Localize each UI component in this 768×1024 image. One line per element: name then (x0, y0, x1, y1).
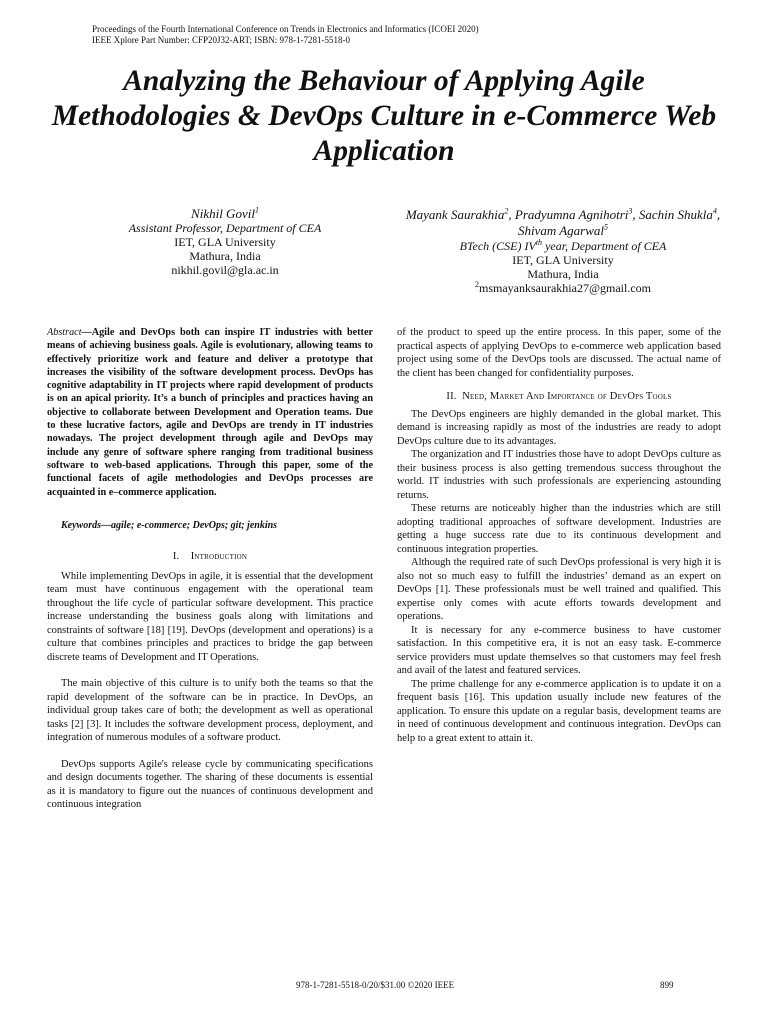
author-names (396, 207, 730, 239)
author-block-right (396, 207, 730, 295)
section-title: Need, Market And Importance of DevOps Tools (462, 391, 672, 402)
paragraph: These returns are noticeably higher than the industries which are still adopting traditional approaches of software development. Industries are getting a huge success rate due to its continuous development and continuous integration properties. (397, 503, 721, 555)
abstract-label: Abstract (47, 327, 82, 338)
author-sup: 4 (712, 206, 717, 216)
section-heading (47, 550, 373, 564)
author-city: Mathura, India (189, 249, 261, 263)
author-city: Mathura, India (527, 267, 599, 281)
section-number: I. (172, 551, 180, 563)
author-name-text: , Pradyumna Agnihotri (508, 207, 629, 222)
page-number: 899 (660, 980, 674, 990)
author-name-text: Mayank Saurakhia (405, 207, 505, 222)
email-sup: 2 (474, 280, 479, 289)
paragraph: The organization and IT industries those have to adopt DevOps culture as their business process is also getting tremendous success throughout the world. IT industries with such professionals are experiencing astounding returns. (397, 449, 721, 501)
isbn-line: IEEE Xplore Part Number: CFP20J32-ART; ISBN: 978-1-7281-5518-0 (92, 35, 350, 45)
author-role (396, 239, 730, 253)
section-title: Introduction (190, 551, 248, 563)
paper-title: Analyzing the Behaviour of Applying Agile Methodologies & DevOps Culture in e-Commerce Web Application (51, 65, 717, 167)
author-name (60, 207, 390, 221)
keywords: Keywords—agile; e-commerce; DevOps; git; jenkins (61, 519, 278, 531)
paragraph: The main objective of this culture is to unify both the teams so that the rapid development of the software can be in practice. In DevOps, an individual group takes care of both; the development as well as operational tasks [2] [3]. It includes the software development process, deployment, and integration of numerous modules of a software product. (47, 678, 373, 744)
left-column (47, 326, 373, 812)
role-sup: th (535, 238, 543, 247)
author-sup: 5 (604, 222, 609, 232)
paragraph: DevOps supports Agile's release cycle by communicating specifications and design documents together. The sharing of these documents is essential as it is mandatory to figure out the nuances of continuous development and continuous integration (47, 758, 373, 811)
abstract (47, 326, 373, 499)
author-sup: 2 (504, 206, 509, 216)
author-email (396, 281, 730, 295)
paragraph: of the product to speed up the entire process. In this paper, some of the practical aspects of applying DevOps to e-commerce web application based project using some of the DevOps tools are discussed. The actual name of the client has been changed for confidentiality purposes. (397, 327, 721, 379)
author-name-text: , Sachin Shukla (632, 207, 713, 222)
author-name-text: Nikhil Govil (191, 206, 255, 221)
role-text: year, Department of CEA (542, 239, 667, 253)
author-sup: 3 (628, 206, 633, 216)
role-text: BTech (CSE) IV (459, 239, 536, 253)
paragraph: It is necessary for any e-commerce business to have customer satisfaction. In this competitive era, it is not an easy task. E-commerce service providers must update themselves so that customers may feel fresh and avail of the latest and featured services. (397, 624, 721, 676)
paragraph: The DevOps engineers are highly demanded in the global market. This demand is increasing rapidly as most of the industries are ready to adopt DevOps culture due to its advantages. (397, 408, 721, 447)
right-column (397, 326, 721, 745)
section-number: II. (446, 391, 457, 402)
author-name-text: , Shivam Agarwal (517, 207, 721, 238)
section-heading (397, 390, 721, 404)
author-sup: 1 (254, 205, 259, 215)
paragraph: Although the required rate of such DevOps professional is very high it is also not so much easy to fulfill the industries’ demand as an expert on DevOps [1]. These professionals must be well trained and qualified. This expertise only comes with acute efforts towards development and operations. (397, 557, 721, 622)
author-institute: IET, GLA University (174, 235, 276, 249)
paragraph: While implementing DevOps in agile, it is essential that the development team must have continuous engagement with the operational team throughout the life cycle of particular software development. This practice increase understanding the business goals along with limitations and constraints of software [18] [19]. DevOps (development and operations) is a culture that combines principles and practices to bridge the gap between discrete teams of Development and IT Operations. (47, 570, 373, 663)
author-role: Assistant Professor, Department of CEA (128, 221, 322, 235)
footer-copyright: 978-1-7281-5518-0/20/$31.00 ©2020 IEEE (296, 980, 455, 990)
conference-header (92, 24, 479, 46)
paragraph: The prime challenge for any e-commerce application is to update it on a frequent basis [16]. This updation usually include new features of the application. To ensure this update on a regular basis, development teams are in need of continuous development and continuous integration. DevOps can help to a great extent to attain it. (397, 678, 721, 744)
author-institute: IET, GLA University (512, 253, 614, 267)
author-email: nikhil.govil@gla.ac.in (171, 263, 279, 277)
email-text: msmayanksaurakhia27@gmail.com (478, 281, 651, 295)
abstract-text: —Agile and DevOps both can inspire IT industries with better means of achieving business goals. Agile is evolutionary, allowing teams to effectively prioritize work and feature and deliver a prototype that increases the visibility of the software development process. DevOps has cognitive adaptability in IT projects where rapid development of products is on an apical priority. It’s a bunch of principles and practices having an objective to collaborate between Development and Operation teams. Due to these lucrative factors, agile and DevOps are trendy in IT industries nowadays. The project development through agile and DevOps may include any genre of software sphere ranging from traditional business software to web-based applications. Through this paper, some of the functional facets of agile methodologies and DevOps processes are acquainted in e–commerce application. (47, 327, 373, 498)
author-block-left (60, 207, 390, 277)
conference-line: Proceedings of the Fourth International Conference on Trends in Electronics and Informatics (ICOEI 2020) (92, 24, 479, 34)
